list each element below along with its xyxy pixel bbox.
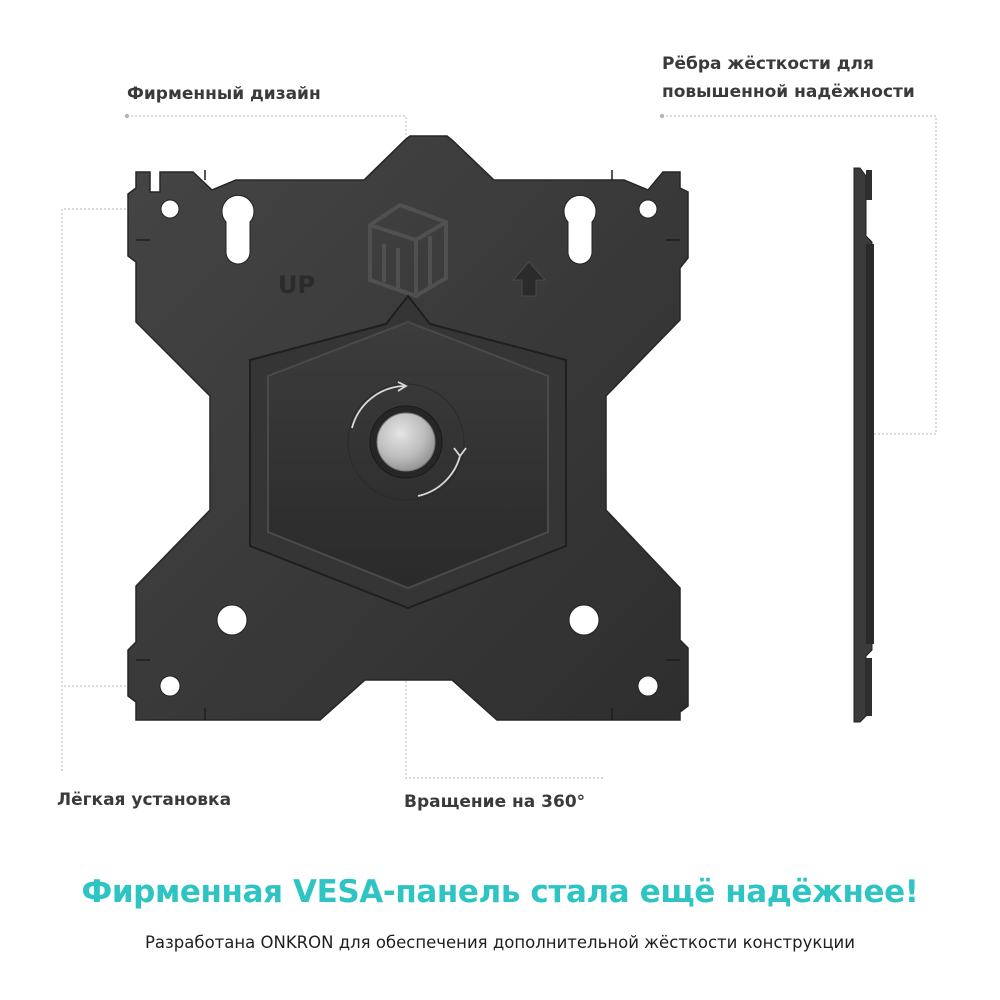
- mount-hole-bottom-left: [217, 605, 247, 635]
- corner-hole-bottom-left: [160, 676, 180, 696]
- headline: Фирменная VESA-панель стала ещё надёжнее!: [81, 874, 919, 910]
- callout-easy-install: Лёгкая установка: [57, 790, 232, 810]
- callout-ribs-line1: Рёбра жёсткости для: [662, 54, 874, 74]
- rib-upper: [866, 244, 874, 644]
- up-marking: UP: [278, 271, 316, 299]
- callout-ribs-line2: повышенной надёжности: [662, 82, 915, 102]
- rib-top-cap: [866, 170, 872, 200]
- leader-ribs: [662, 116, 936, 434]
- corner-hole-top-left: [161, 200, 179, 218]
- callout-ribs: [662, 50, 915, 106]
- mount-hole-bottom-right: [569, 605, 599, 635]
- corner-hole-bottom-right: [638, 676, 658, 696]
- callout-brand-design: Фирменный дизайн: [127, 84, 321, 104]
- plate-side-profile: [854, 168, 874, 722]
- keyhole-left: [222, 195, 254, 264]
- rotation-knob: [377, 413, 435, 471]
- corner-hole-top-right: [639, 200, 657, 218]
- keyhole-right: [564, 195, 596, 264]
- vesa-plate: [128, 136, 688, 720]
- callout-rotation: Вращение на 360°: [404, 792, 586, 812]
- rib-bottom-cap: [866, 658, 872, 716]
- subline: Разработана ONKRON для обеспечения дополнительной жёсткости конструкции: [144, 933, 856, 952]
